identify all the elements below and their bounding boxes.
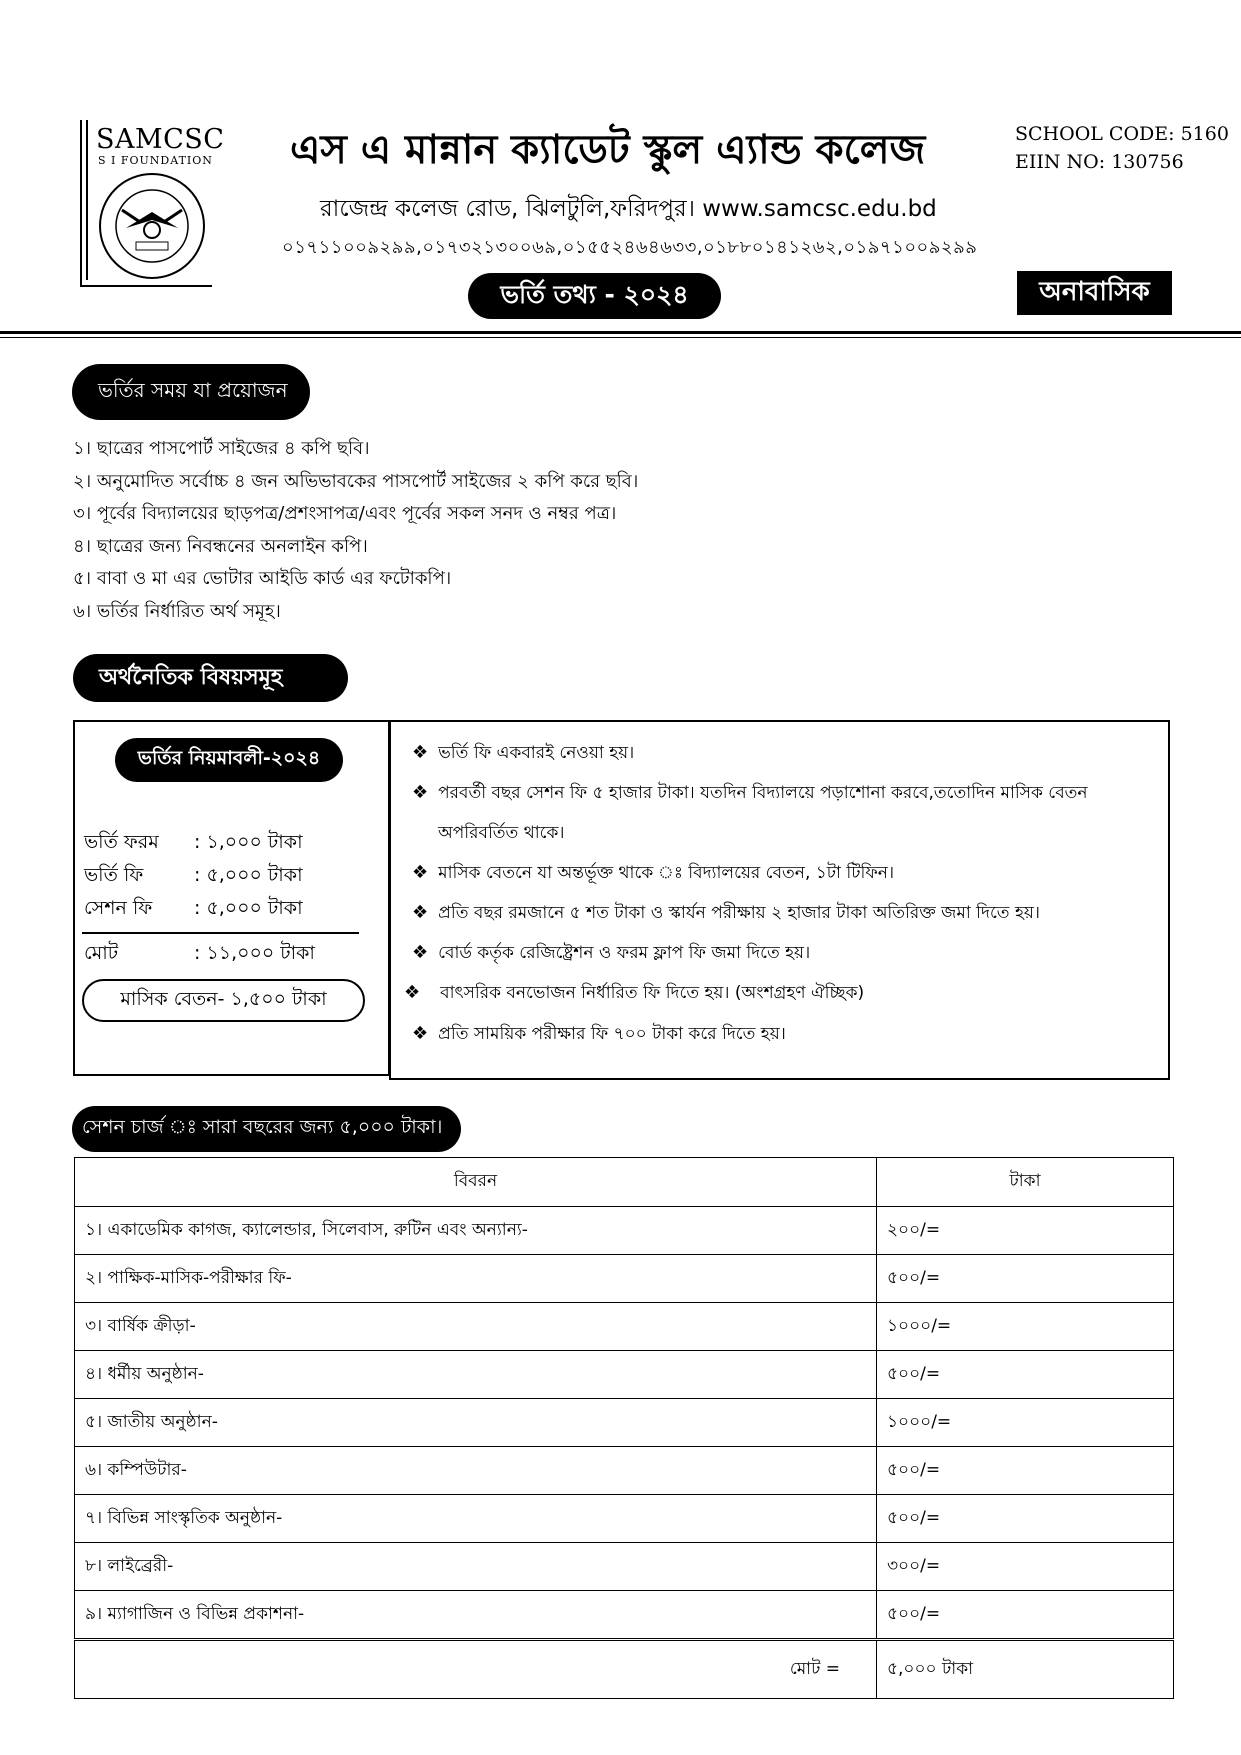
school-name: এস এ মান্নান ক্যাডেট স্কুল এ্যান্ড কলেজ [290, 127, 926, 173]
row-description: ৬। কম্পিউটার- [75, 1447, 877, 1495]
table-row [75, 1255, 1174, 1303]
fee-row [84, 894, 303, 926]
fee-total-row [84, 939, 315, 971]
list-item: ❖ পরবর্তী বছর সেশন ফি ৫ হাজার টাকা। যতদিন বিদ্যালয়ে পড়াশোনা করবে,ততোদিন মাসিক বেতন [412, 782, 1088, 803]
column-header-amount: টাকা [877, 1158, 1174, 1207]
table-total-row [75, 1640, 1174, 1699]
row-amount: ৫০০/= [877, 1591, 1174, 1640]
list-item: ৬। ভর্তির নির্ধারিত অর্থ সমূহ। [73, 600, 281, 622]
row-description: ৪। ধর্মীয় অনুষ্ঠান- [75, 1351, 877, 1399]
session-charge-heading: সেশন চার্জ ঃ সারা বছরের জন্য ৫,০০০ টাকা। [72, 1106, 461, 1152]
table-row [75, 1303, 1174, 1351]
list-item: ❖ বাৎসরিক বনভোজন নির্ধারিত ফি দিতে হয়। (অংশগ্রহণ ঐচ্ছিক) [404, 982, 865, 1003]
row-amount: ৫০০/= [877, 1351, 1174, 1399]
fee-row [84, 861, 303, 893]
finance-heading: অর্থনৈতিক বিষয়সমূহ [73, 654, 348, 702]
list-item-continuation: অপরিবর্তিত থাকে। [438, 823, 565, 843]
table-row [75, 1543, 1174, 1591]
row-description: ৩। বার্ষিক ক্রীড়া- [75, 1303, 877, 1351]
fee-value: : ১,০০০ টাকা [194, 831, 303, 853]
diamond-bullet-icon: ❖ [412, 902, 429, 923]
list-item: ❖ প্রতি বছর রমজানে ৫ শত টাকা ও স্কার্যন পরীক্ষায় ২ হাজার টাকা অতিরিক্ত জমা দিতে হয়। [412, 902, 1040, 923]
row-description: ১। একাডেমিক কাগজ, ক্যালেন্ডার, সিলেবাস, রুটিন এবং অন্যান্য- [75, 1207, 877, 1255]
row-description: ২। পাক্ষিক-মাসিক-পরীক্ষার ফি- [75, 1255, 877, 1303]
row-amount: ৫০০/= [877, 1447, 1174, 1495]
logo-title: SAMCSC [96, 124, 225, 155]
list-item: ২। অনুমোদিত সর্বোচ্চ ৪ জন অভিভাবকের পাসপোর্ট সাইজের ২ কপি করে ছবি। [73, 470, 639, 492]
row-amount: ৫০০/= [877, 1495, 1174, 1543]
diamond-bullet-icon: ❖ [412, 782, 429, 803]
requirements-heading: ভর্তির সময় যা প্রয়োজন [72, 364, 310, 420]
row-amount: ২০০/= [877, 1207, 1174, 1255]
table-row [75, 1591, 1174, 1640]
column-header-description: বিবরন [75, 1158, 877, 1207]
table-row [75, 1207, 1174, 1255]
fee-total-label: মোট [84, 942, 119, 964]
logo-subtitle: S I FOUNDATION [98, 154, 213, 167]
row-description: ৯। ম্যাগাজিন ও বিভিন্ন প্রকাশনা- [75, 1591, 877, 1640]
rules-title: ভর্তির নিয়মাবলী-২০২৪ [115, 738, 343, 782]
row-amount: ১০০০/= [877, 1303, 1174, 1351]
session-charge-table [74, 1157, 1174, 1699]
school-code-block [1015, 120, 1229, 176]
fee-value: : ৫,০০০ টাকা [194, 864, 303, 886]
requirements-list [73, 433, 638, 628]
diamond-bullet-icon: ❖ [404, 982, 421, 1003]
eiin-number: EIIN NO: 130756 [1015, 151, 1184, 173]
row-amount: ৩০০/= [877, 1543, 1174, 1591]
school-code: SCHOOL CODE: 5160 [1015, 123, 1229, 145]
admission-title-badge: ভর্তি তথ্য - ২০২৪ [468, 273, 721, 319]
diamond-bullet-icon: ❖ [412, 942, 429, 963]
header-divider [0, 331, 1241, 334]
list-item: ১। ছাত্রের পাসপোর্ট সাইজের ৪ কপি ছবি। [73, 438, 370, 459]
table-row [75, 1351, 1174, 1399]
row-description: ৮। লাইব্রেরী- [75, 1543, 877, 1591]
fee-total-value: : ১১,০০০ টাকা [194, 942, 315, 964]
list-item: ❖ ভর্তি ফি একবারই নেওয়া হয়। [412, 742, 635, 763]
phone-numbers: ০১৭১১০০৯২৯৯,০১৭৩২১৩০০৬৯,০১৫৫২৪৬৪৬৩৩,০১৮৮০১৪১২৬২,০১৯৭১০০৯২৯৯ [282, 237, 978, 258]
row-amount: ৫০০/= [877, 1255, 1174, 1303]
school-address: রাজেন্দ্র কলেজ রোড, ঝিলটুলি,ফরিদপুর। www.samcsc.edu.bd [320, 196, 937, 222]
total-label: মোট = [75, 1640, 877, 1699]
header-divider-thin [0, 337, 1241, 338]
fee-label: ভর্তি ফি [84, 864, 144, 886]
list-item: ❖ মাসিক বেতনে যা অন্তর্ভূক্ত থাকে ঃ বিদ্যালয়ের বেতন, ১টা টিফিন। [412, 862, 895, 883]
fee-label: সেশন ফি [84, 897, 153, 919]
table-header-row [75, 1158, 1174, 1207]
fee-label: ভর্তি ফরম [84, 831, 159, 853]
fee-row [84, 828, 303, 860]
fee-total-divider [82, 932, 359, 934]
diamond-bullet-icon: ❖ [412, 1023, 429, 1044]
list-item: ❖ বোর্ড কর্তৃক রেজিষ্ট্রেশন ও ফরম ফ্লাপ ফি জমা দিতে হয়। [412, 942, 811, 963]
fee-value: : ৫,০০০ টাকা [194, 897, 303, 919]
monthly-fee-badge: মাসিক বেতন- ১,৫০০ টাকা [82, 979, 365, 1022]
table-row [75, 1447, 1174, 1495]
row-description: ৭। বিভিন্ন সাংস্কৃতিক অনুষ্ঠান- [75, 1495, 877, 1543]
row-description: ৫। জাতীয় অনুষ্ঠান- [75, 1399, 877, 1447]
total-amount: ৫,০০০ টাকা [877, 1640, 1174, 1699]
list-item: ৩। পূর্বের বিদ্যালয়ের ছাড়পত্র/প্রশংসাপত্র/এবং পূর্বের সকল সনদ ও নম্বর পত্র। [73, 503, 617, 524]
school-seal-logo [96, 170, 208, 282]
list-item: ❖ প্রতি সাময়িক পরীক্ষার ফি ৭০০ টাকা করে দিতে হয়। [412, 1023, 786, 1044]
diamond-bullet-icon: ❖ [412, 742, 429, 763]
row-amount: ১০০০/= [877, 1399, 1174, 1447]
diamond-bullet-icon: ❖ [412, 862, 429, 883]
list-item: ৫। বাবা ও মা এর ভোটার আইডি কার্ড এর ফটোকপি। [73, 568, 452, 589]
residency-tag: অনাবাসিক [1017, 271, 1172, 315]
table-row [75, 1495, 1174, 1543]
list-item: ৪। ছাত্রের জন্য নিবন্ধনের অনলাইন কপি। [73, 535, 368, 557]
table-row [75, 1399, 1174, 1447]
